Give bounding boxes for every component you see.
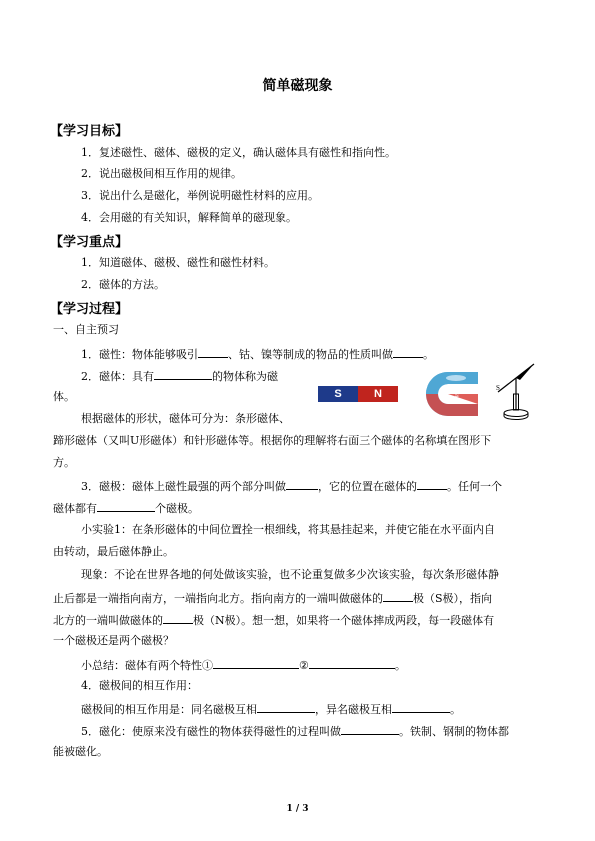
- question-5-cont: 能被磁化。: [53, 745, 108, 758]
- goal-item: 3．说出什么是磁化，举例说明磁性材料的应用。: [81, 189, 319, 202]
- magnet-shape-text: 方。: [53, 456, 75, 469]
- answer-blank[interactable]: [213, 657, 299, 669]
- section-process-heading: 【学习过程】: [50, 302, 129, 317]
- section-goals-heading: 【学习目标】: [50, 124, 129, 139]
- phenomenon-text: 一个磁极还是两个磁极？: [53, 634, 174, 647]
- answer-blank[interactable]: [383, 590, 413, 602]
- answer-blank[interactable]: [154, 368, 212, 380]
- answer-blank[interactable]: [257, 701, 315, 713]
- horseshoe-magnet-image: [418, 366, 486, 418]
- focus-item: 1．知道磁体、磁极、磁性和磁性材料。: [81, 256, 275, 269]
- question-4: 4．磁极间的相互作用：: [81, 679, 198, 692]
- answer-blank[interactable]: [417, 478, 447, 490]
- goal-item: 4．会用磁的有关知识，解释简单的磁现象。: [81, 211, 297, 224]
- goal-item: 1．复述磁性、磁体、磁极的定义，确认磁体具有磁性和指向性。: [81, 146, 396, 159]
- answer-blank[interactable]: [392, 701, 450, 713]
- question-3-cont: 磁体都有 个磁极。: [53, 502, 199, 515]
- question-2-cont: 体。: [53, 390, 75, 403]
- question-5: 5．磁化：使原来没有磁性的物体获得磁性的过程叫做 。铁制、钢制的物体都: [81, 725, 509, 738]
- answer-blank[interactable]: [198, 346, 228, 358]
- question-1: 1．磁性：物体能够吸引 、钴、镍等制成的物品的性质叫做 。: [81, 348, 434, 361]
- magnet-shape-text: 根据磁体的形状，磁体可分为：条形磁体、: [81, 412, 290, 425]
- magnet-n-pole: N: [358, 386, 398, 402]
- part-heading: 一、自主预习: [53, 323, 119, 336]
- svg-text:≈: ≈: [455, 393, 459, 400]
- section-focus-heading: 【学习重点】: [50, 235, 129, 250]
- goal-item: 2．说出磁极间相互作用的规律。: [81, 167, 242, 180]
- answer-blank[interactable]: [163, 612, 193, 624]
- phenomenon-text: 北方的一端叫做磁体的 极（N极）。想一想，如果将一个磁体摔成两段，每一段磁体有: [53, 614, 495, 627]
- answer-blank[interactable]: [286, 478, 318, 490]
- magnet-shape-text: 蹄形磁体（又叫U形磁体）和针形磁体等。根据你的理解将右面三个磁体的名称填在图形下: [53, 434, 492, 447]
- interaction-text: 磁极间的相互作用是：同名磁极互相 ，异名磁极互相 。: [81, 703, 461, 716]
- experiment-text: 由转动，最后磁体静止。: [53, 545, 174, 558]
- phenomenon-text: 止后都是一端指向南方，一端指向北方。指向南方的一端叫做磁体的 极（S极），指向: [53, 592, 493, 605]
- focus-item: 2．磁体的方法。: [81, 278, 165, 291]
- answer-blank[interactable]: [309, 657, 395, 669]
- summary-text: 小总结：磁体有两个特性① ② 。: [81, 659, 406, 672]
- compass-needle-image: [494, 358, 538, 420]
- experiment-text: 小实验1：在条形磁体的中间位置拴一根细线，将其悬挂起来，并使它能在水平面内自: [81, 523, 495, 536]
- page-title: 简单磁现象: [262, 78, 333, 94]
- answer-blank[interactable]: [97, 500, 155, 512]
- question-3: 3．磁极：磁体上磁性最强的两个部分叫做 ，它的位置在磁体的 。任何一个: [81, 480, 502, 493]
- magnet-s-pole: S: [318, 386, 358, 402]
- answer-blank[interactable]: [393, 346, 423, 358]
- answer-blank[interactable]: [341, 723, 399, 735]
- bar-magnet-image: [318, 386, 398, 402]
- svg-text:S: S: [496, 384, 500, 392]
- phenomenon-text: 现象：不论在世界各地的何处做该实验，也不论重复做多少次该实验，每次条形磁体静: [81, 568, 499, 581]
- page-number: 1 / 3: [286, 804, 309, 814]
- question-2: 2．磁体：具有 的物体称为磁: [81, 370, 278, 383]
